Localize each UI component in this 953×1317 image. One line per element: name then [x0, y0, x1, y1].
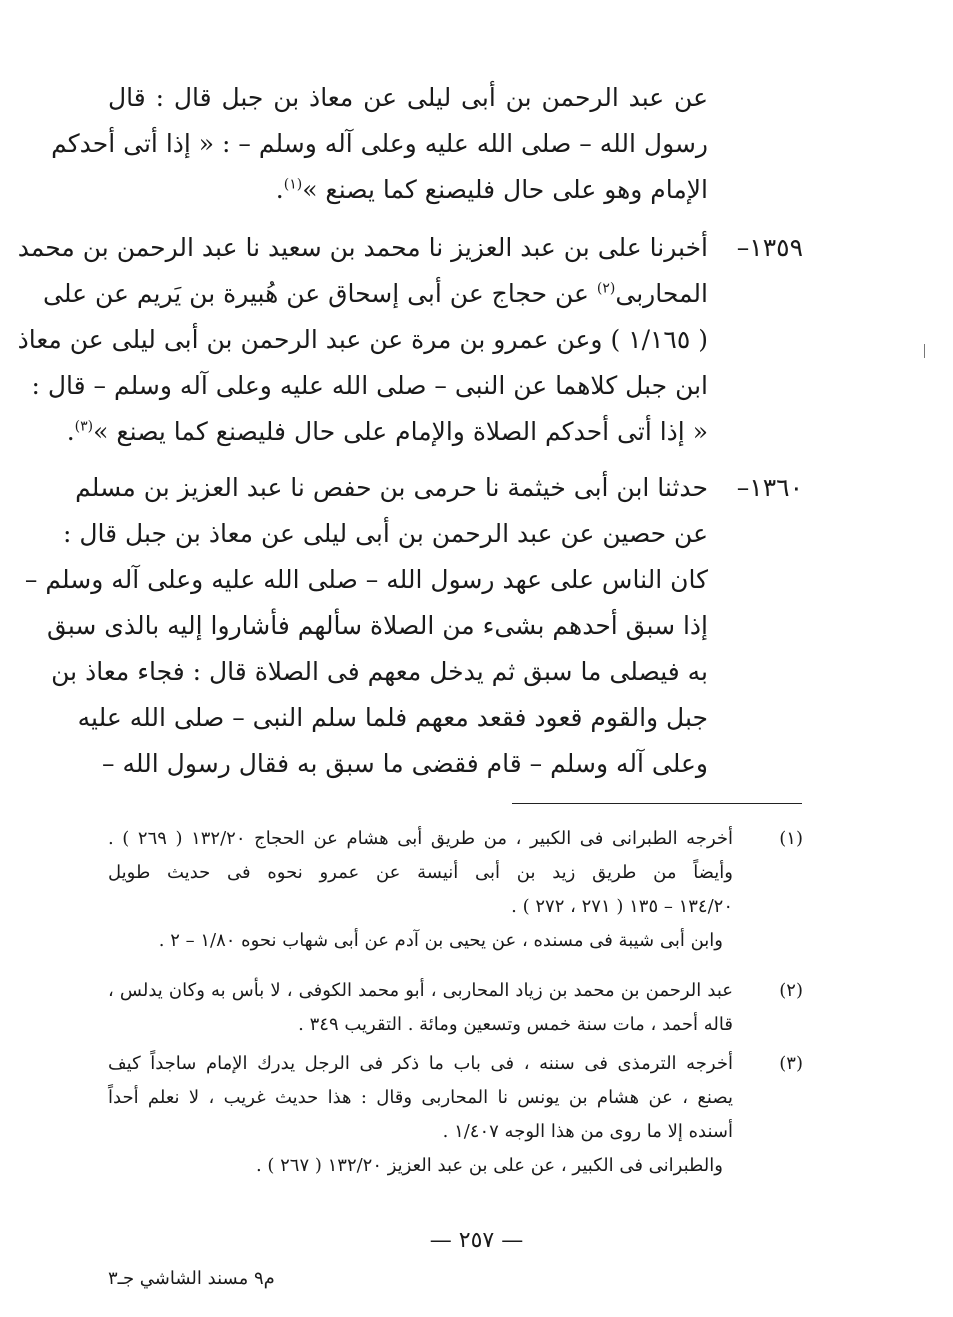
- footnote-line: أسنده إلا ما روى من هذا الوجه ١/٤٠٧ .: [442, 1121, 733, 1142]
- text-line: حدثنا ابن أبى خيثمة نا حرمى بن حفص نا عبد العزيز بن مسلم: [75, 473, 708, 502]
- footnote-separator: [512, 803, 802, 804]
- footnote-3: [108, 1047, 733, 1183]
- hadith-1359-paragraph: [17, 225, 708, 455]
- text-line: « إذا أتى أحدكم الصلاة والإمام على حال فليصنع كما يصنع »$^{(٣)}$.: [66, 417, 708, 446]
- hadith-number: ١٣٦٠–: [736, 473, 803, 502]
- footnote-number: (٣): [779, 1053, 803, 1074]
- text-line: أخبرنا على بن عبد العزيز نا محمد بن سعيد نا عبد الرحمن بن محمد: [17, 233, 708, 262]
- footnote-line: وابن أبى شيبة فى مسنده ، عن يحيى بن آدم عن أبى شهاب نحوه ١/٨٠ – ٢ .: [158, 930, 723, 951]
- text-line: وعلى آله وسلم – قام فقضى ما سبق به فقال رسول الله –: [102, 749, 708, 778]
- footnote-1: [108, 822, 733, 958]
- signature-mark: م٩ مسند الشاشي جـ٣: [108, 1268, 275, 1289]
- footnote-ref: (١): [283, 176, 303, 193]
- footnote-line: يصنع ، عن هشام بن يونس نا المحاربى وقال : هذا حديث غريب ، لا نعلم أحداً: [108, 1087, 733, 1108]
- text-line: إذا سبق أحدهم بشىء من الصلاة سألهم فأشاروا إليه بالذى سبق: [46, 611, 708, 640]
- text-line: ابن جبل كلاهما عن النبى – صلى الله عليه وعلى آله وسلم – قال :: [31, 371, 708, 400]
- footnote-line: أخرجه الترمذى فى سننه ، فى باب ما ذكر فى الرجل يدرك الإمام ساجداً كيف: [108, 1053, 733, 1074]
- intro-paragraph: [51, 75, 708, 213]
- page-number: — ٢٥٧ —: [429, 1228, 524, 1253]
- text-line: ( ١/١٦٥ ) وعن عمرو بن مرة عن عبد الرحمن بن أبى ليلى عن معاذ: [17, 325, 708, 354]
- text-line: رسول الله – صلى الله عليه وعلى آله وسلم – : « إذا أتى أحدكم: [51, 129, 708, 158]
- footnote-line: قاله أحمد ، مات سنة خمس وتسعين ومائة . التقريب ٣٤٩ .: [298, 1014, 733, 1035]
- footnote-number: (٢): [779, 980, 803, 1001]
- text-line: جبل والقوم قعود فقعد معهم فلما سلم النبى – صلى الله عليه: [77, 703, 708, 732]
- text-line: الإمام وهو على حال فليصنع كما يصنع »$^{(١)}$.: [275, 175, 708, 204]
- text-line: المحاربى$^{(٢)}$ عن حجاج عن أبى إسحاق عن هُبيرة بن يَريم عن على: [43, 279, 708, 308]
- hadith-1360-paragraph: [24, 465, 708, 787]
- footnote-line: عبد الرحمن بن محمد بن زياد المحاربى ، أبو محمد الكوفى ، لا بأس به وكان يدلس ،: [108, 980, 733, 1001]
- text-line: عن عبد الرحمن بن أبى ليلى عن معاذ بن جبل قال : قال: [108, 83, 708, 112]
- footnote-line: والطبرانى فى الكبير ، عن على بن عبد العزيز ١٣٢/٢٠ ( ٢٦٧ ) .: [255, 1155, 723, 1176]
- footnote-line: وأيضاً من طريق زيد بن أبى أنيسة عن عمرو نحوه فى حديث طويل: [108, 862, 733, 883]
- text-line: به فيصلى ما سبق ثم يدخل معهم فى الصلاة قال : فجاء معاذ بن: [51, 657, 708, 686]
- text-line: عن حصين عن عبد الرحمن بن أبى ليلى عن معاذ بن جبل قال :: [62, 519, 708, 548]
- footnote-line: ١٣٤/٢٠ – ١٣٥ ( ٢٧١ ، ٢٧٢ ) .: [511, 896, 733, 917]
- scan-mark: [924, 344, 925, 358]
- footnote-line: أخرجه الطبرانى فى الكبير ، من طريق أبى هشام عن الحجاج ١٣٢/٢٠ ( ٢٦٩ ) .: [108, 828, 733, 849]
- footnote-ref: (٢): [596, 280, 616, 297]
- footnote-ref: (٣): [74, 418, 94, 435]
- footnote-number: (١): [779, 828, 803, 849]
- text-line: كان الناس على عهد رسول الله – صلى الله عليه وعلى آله وسلم –: [24, 565, 708, 594]
- footnote-2: [108, 974, 733, 1042]
- hadith-number: ١٣٥٩–: [736, 233, 803, 262]
